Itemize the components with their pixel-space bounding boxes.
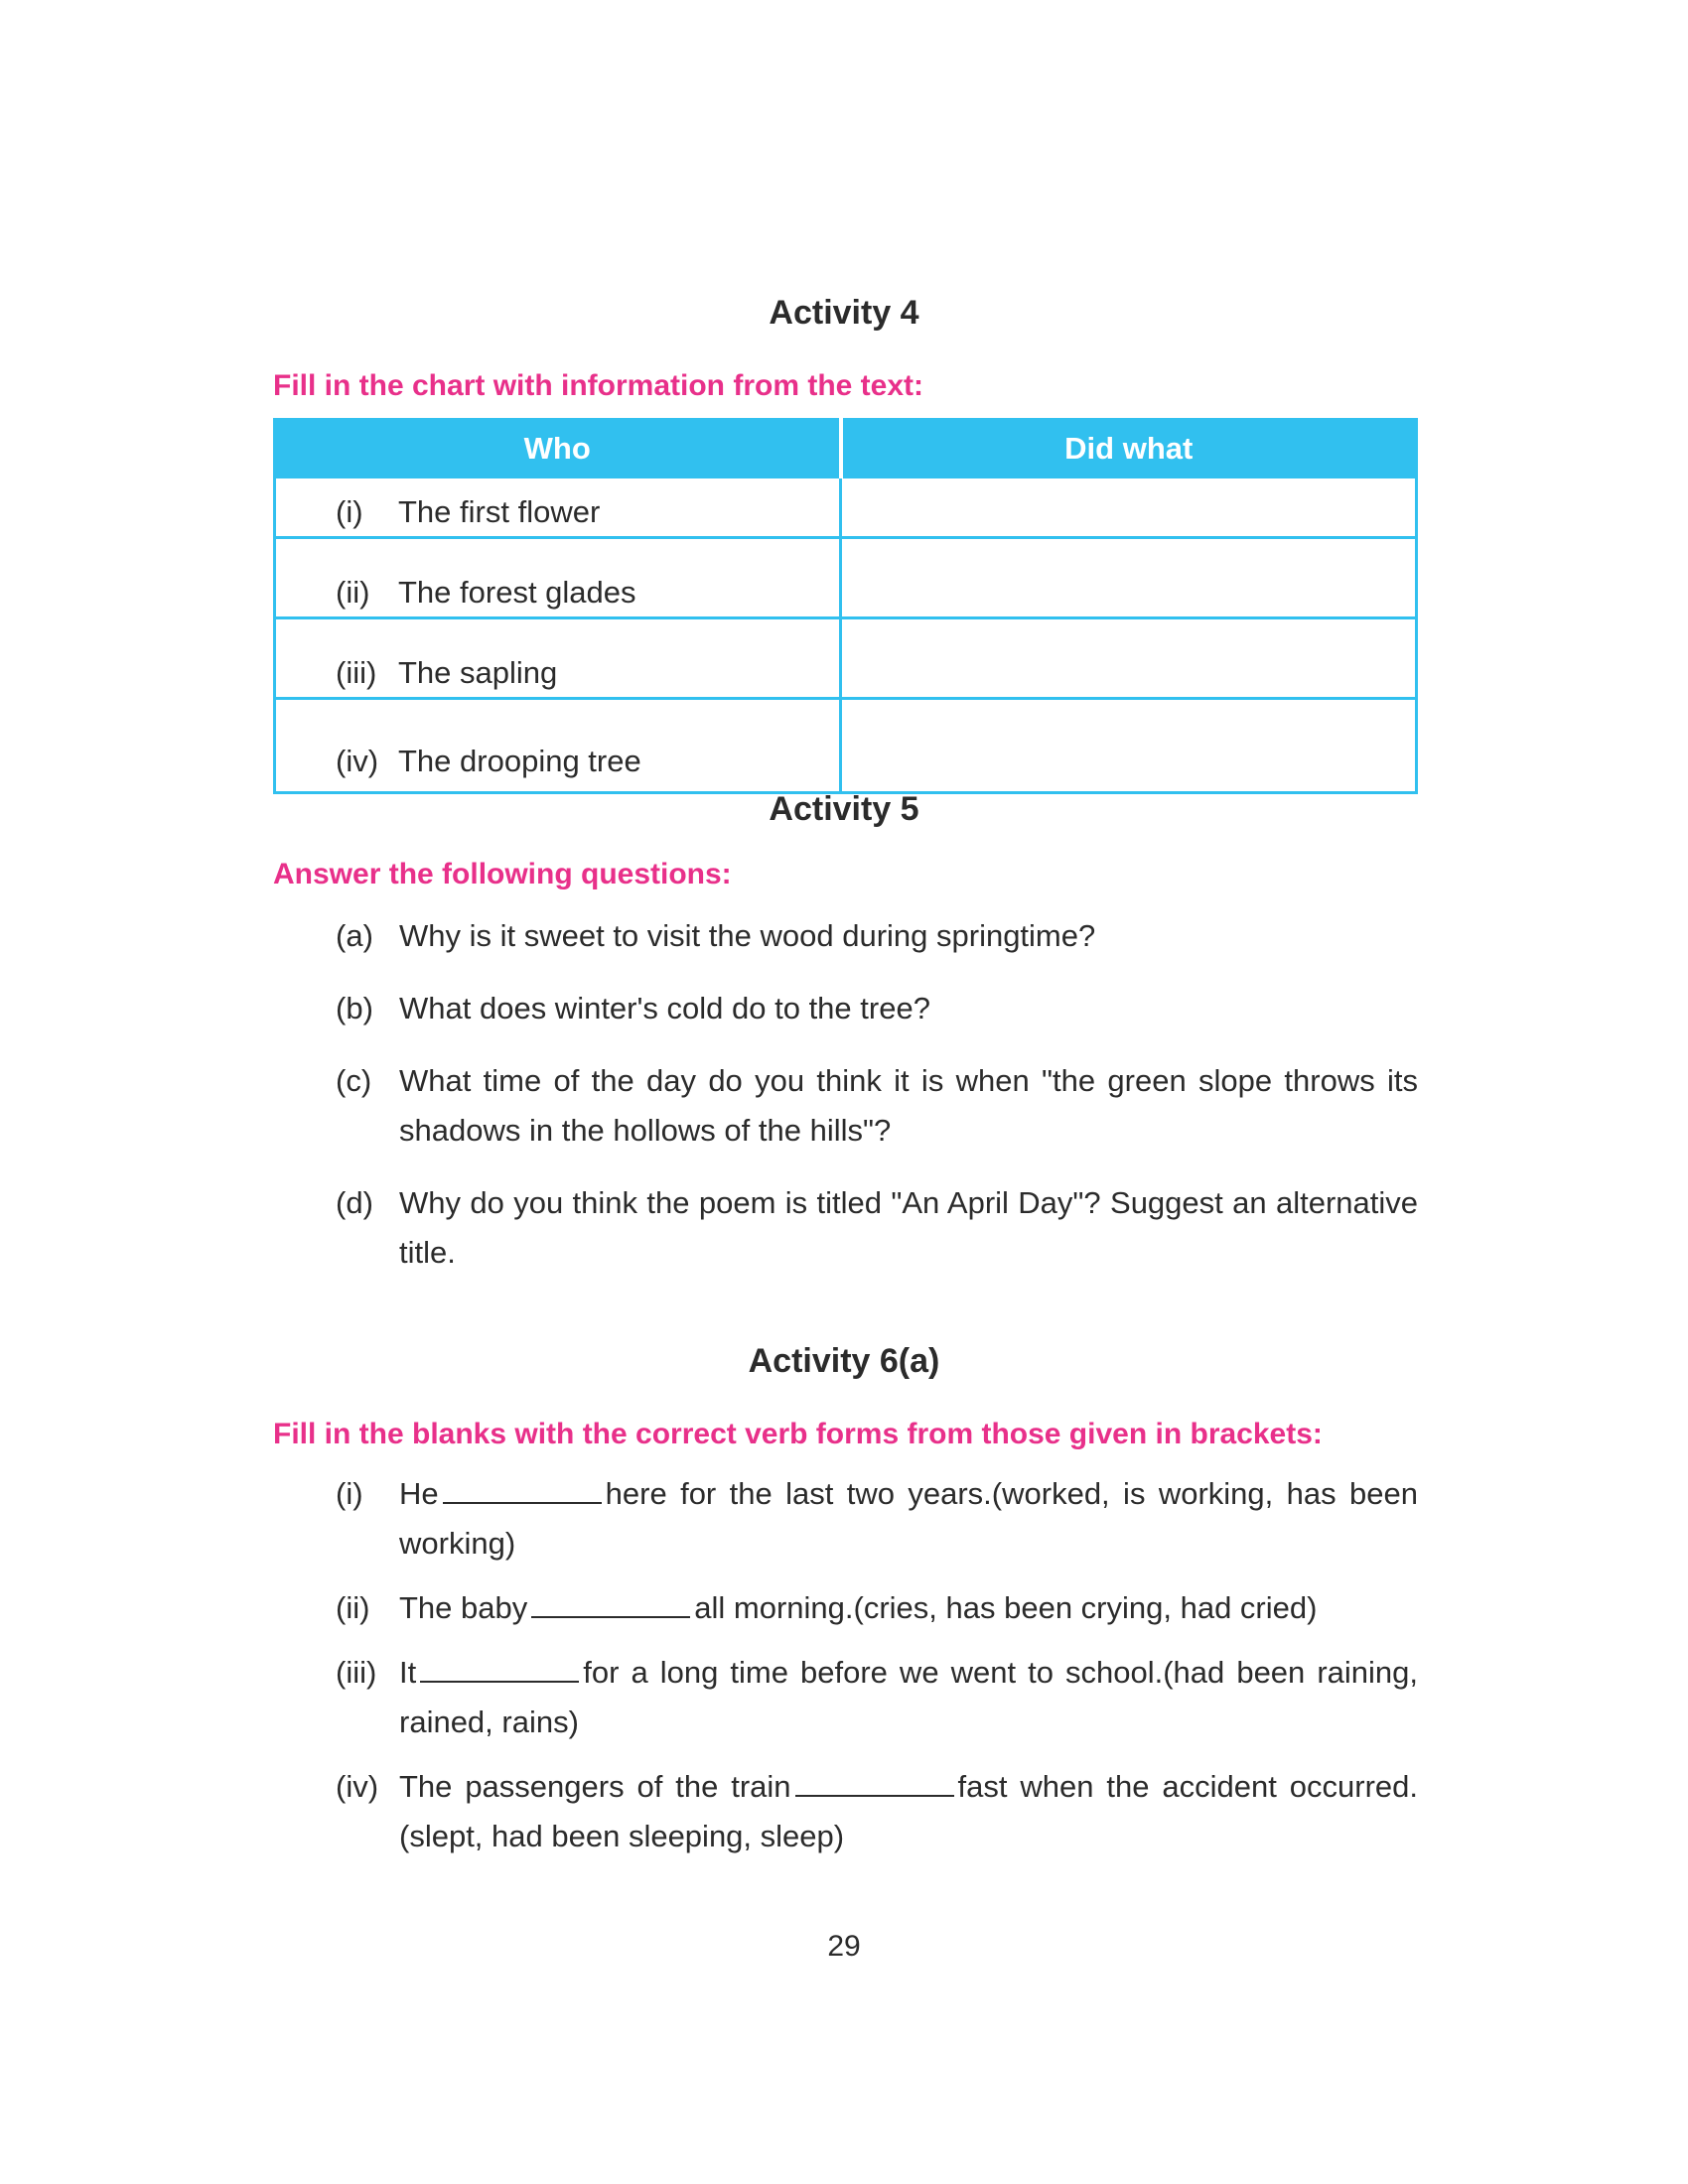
page-number: 29 <box>827 1930 861 1963</box>
activity-4-chart <box>273 418 1418 794</box>
chart-cell-who <box>275 538 841 618</box>
chart-cell-did-what[interactable] <box>841 478 1417 538</box>
activity-6a-instruction: Fill in the blanks with the correct verb forms from those given in brackets: <box>273 1418 1323 1450</box>
item-text-after: fast when the accident occurred. (slept, had been sleeping, sleep) <box>399 1769 1419 1853</box>
row-number: (iii) <box>336 655 377 690</box>
chart-cell-who <box>275 478 841 538</box>
question-text: Why is it sweet to visit the wood during springtime? <box>399 918 1096 953</box>
answer-blank[interactable] <box>420 1651 579 1683</box>
chart-cell-did-what[interactable] <box>841 538 1417 618</box>
item-text-before: The baby <box>399 1590 528 1625</box>
table-row <box>275 618 1417 699</box>
blank-item-ii <box>336 1583 1418 1633</box>
activity-6a-heading: Activity 6(a) <box>748 1342 940 1380</box>
item-text-before: He <box>399 1476 439 1511</box>
item-text-after: here for the last two years.(worked, is working, has been working) <box>399 1476 1418 1561</box>
row-who-text: The first flower <box>398 494 601 529</box>
row-number: (i) <box>336 494 363 529</box>
row-who-text: The drooping tree <box>398 744 641 778</box>
row-number: (ii) <box>336 575 370 610</box>
chart-cell-who <box>275 618 841 699</box>
answer-blank[interactable] <box>443 1472 602 1504</box>
chart-header-row <box>275 420 1417 478</box>
activity-4-instruction: Fill in the chart with information from the text: <box>273 369 924 402</box>
item-text <box>399 1648 1418 1747</box>
item-text-after: all morning.(cries, has been crying, had cried) <box>694 1590 1318 1625</box>
table-row <box>275 538 1417 618</box>
chart-header-did-what: Did what <box>841 420 1417 478</box>
row-who-text: The forest glades <box>398 575 636 610</box>
question-label: (c) <box>336 1063 372 1098</box>
question-a <box>336 911 1418 961</box>
item-text-after: for a long time before we went to school.(had been raining, rained, rains) <box>399 1655 1418 1739</box>
question-label: (d) <box>336 1185 373 1220</box>
blank-item-iv <box>336 1762 1418 1861</box>
table-row <box>275 478 1417 538</box>
question-text: What time of the day do you think it is when "the green slope throws its shadows in the hollows of the hills"? <box>399 1063 1418 1148</box>
row-who-text: The sapling <box>398 655 558 690</box>
item-label: (i) <box>336 1476 363 1511</box>
chart-cell-who <box>275 699 841 793</box>
row-number: (iv) <box>336 744 379 778</box>
activity-4-heading: Activity 4 <box>769 294 919 332</box>
activity-5-instruction: Answer the following questions: <box>273 858 732 890</box>
item-text <box>399 1469 1418 1569</box>
item-text <box>399 1762 1418 1861</box>
question-c <box>336 1056 1418 1156</box>
chart-cell-did-what[interactable] <box>841 699 1417 793</box>
blank-item-i <box>336 1469 1418 1569</box>
item-text <box>399 1583 1418 1633</box>
item-label: (ii) <box>336 1590 370 1625</box>
item-label: (iii) <box>336 1655 377 1690</box>
blank-item-iii <box>336 1648 1418 1747</box>
question-d <box>336 1178 1418 1278</box>
table-row <box>275 699 1417 793</box>
question-b <box>336 984 1418 1033</box>
item-text-before: It <box>399 1655 417 1690</box>
answer-blank[interactable] <box>795 1765 954 1797</box>
question-text: Why do you think the poem is titled "An April Day"? Suggest an alternative title. <box>399 1185 1418 1270</box>
answer-blank[interactable] <box>531 1586 690 1618</box>
chart-header-who: Who <box>275 420 841 478</box>
question-label: (b) <box>336 991 373 1025</box>
item-label: (iv) <box>336 1769 379 1804</box>
question-label: (a) <box>336 918 373 953</box>
question-text: What does winter's cold do to the tree? <box>399 991 930 1025</box>
activity-5-heading: Activity 5 <box>769 790 919 828</box>
chart-cell-did-what[interactable] <box>841 618 1417 699</box>
item-text-before: The passengers of the train <box>399 1769 791 1804</box>
